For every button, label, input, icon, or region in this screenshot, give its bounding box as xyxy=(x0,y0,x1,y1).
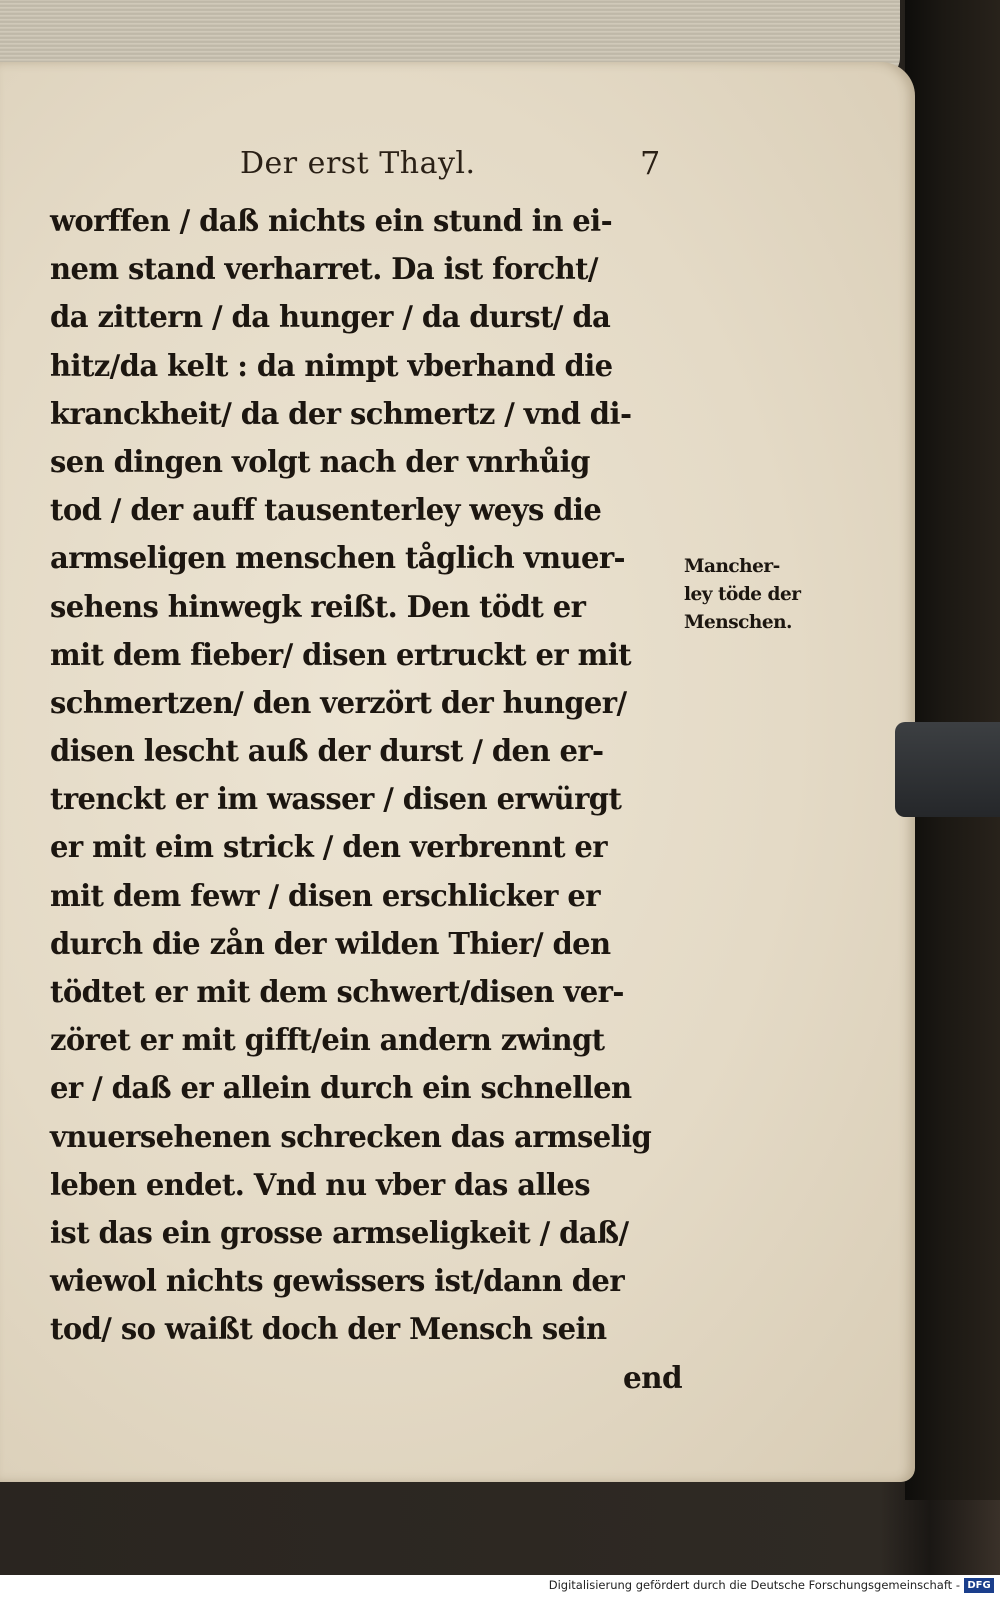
text-line: nem stand verharret. Da ist forcht/ xyxy=(50,251,598,287)
text-line: tod/ so waißt doch der Mensch sein xyxy=(50,1311,607,1347)
catchword: end xyxy=(622,1359,682,1395)
text-line: mit dem fieber/ disen ertruckt er mit xyxy=(50,636,631,672)
text-line: tödtet er mit dem schwert/disen ver- xyxy=(50,974,624,1009)
marginal-line: ley töde der xyxy=(684,584,801,605)
body-text xyxy=(50,197,690,1402)
text-line: sehens hinwegk reißt. Den tödt er xyxy=(50,588,586,624)
page-clip xyxy=(895,722,1000,817)
text-line: durch die zån der wilden Thier/ den xyxy=(50,925,611,961)
marginal-line: Menschen. xyxy=(684,612,792,633)
marginal-note xyxy=(684,553,834,637)
text-line: disen lescht auß der durst / den er- xyxy=(50,733,604,769)
text-line: er / daß er allein durch ein schnellen xyxy=(50,1070,632,1106)
text-line: wiewol nichts gewissers ist/dann der xyxy=(50,1263,625,1299)
text-line: kranckheit/ da der schmertz / vnd di- xyxy=(50,395,632,431)
funding-credit: Digitalisierung gefördert durch die Deutsche Forschungsgemeinschaft - xyxy=(548,1578,960,1592)
text-line: worffen / daß nichts ein stund in ei- xyxy=(50,203,613,238)
text-line: ist das ein grosse armseligkeit / daß/ xyxy=(50,1214,629,1250)
text-line: leben endet. Vnd nu vber das alles xyxy=(50,1166,590,1202)
text-line: mit dem fewr / disen erschlicker er xyxy=(50,877,600,913)
text-line: zöret er mit gifft/ein andern zwingt xyxy=(50,1022,605,1058)
text-line: tod / der auff tausenterley weys die xyxy=(50,492,602,528)
dfg-logo: DFG xyxy=(964,1578,994,1593)
text-line: da zittern / da hunger / da durst/ da xyxy=(50,299,611,335)
running-head: Der erst Thayl. xyxy=(240,146,476,181)
text-line: vnuersehenen schrecken das armselig xyxy=(50,1118,652,1154)
text-line: schmertzen/ den verzört der hunger/ xyxy=(50,684,627,720)
page-number: 7 xyxy=(640,144,661,182)
text-line: sen dingen volgt nach der vnrhůig xyxy=(50,443,590,479)
marginal-line: Mancher- xyxy=(684,556,780,577)
text-line: er mit eim strick / den verbrennt er xyxy=(50,829,608,865)
text-line: trenckt er im wasser / disen erwürgt xyxy=(50,781,622,817)
text-line: hitz/da kelt : da nimpt vberhand die xyxy=(50,347,613,383)
text-line: armseligen menschen tåglich vnuer- xyxy=(50,540,626,576)
